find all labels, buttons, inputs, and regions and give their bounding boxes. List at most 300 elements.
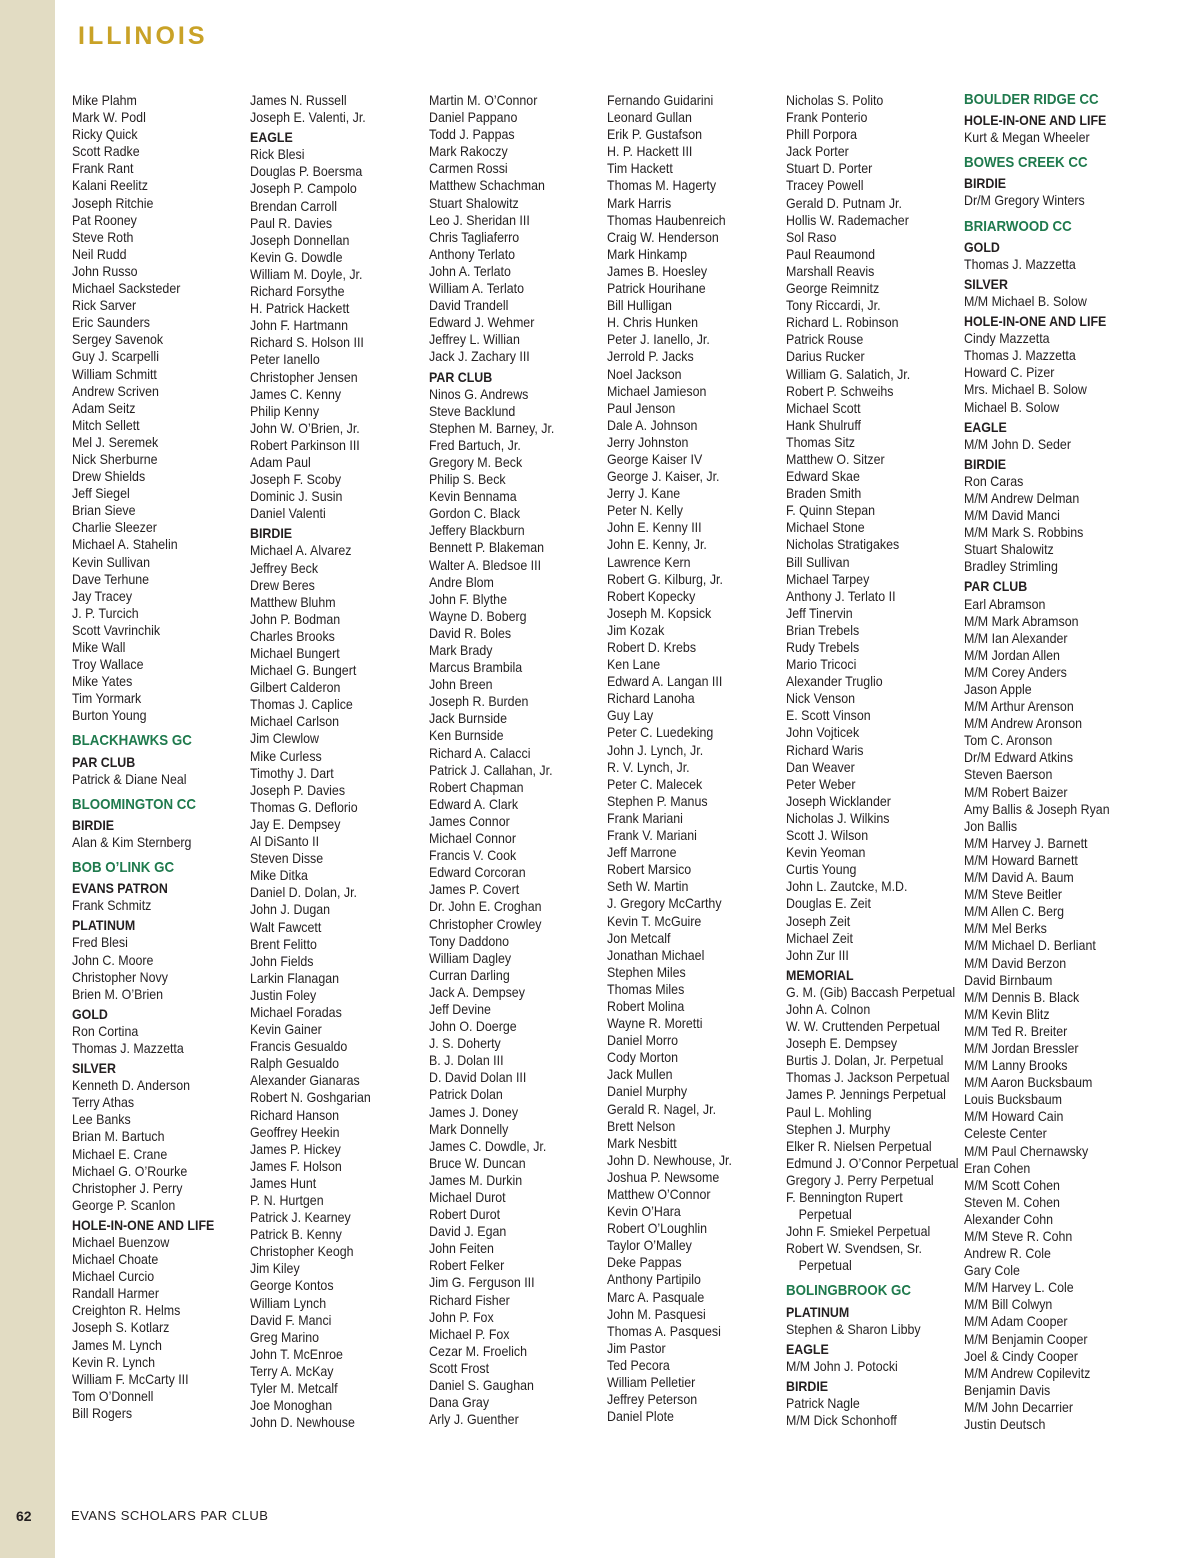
donor-name: Edward J. Wehmer bbox=[429, 315, 535, 331]
donor-name: Brian Sieve bbox=[72, 503, 136, 519]
donor-name: Patrick J. Callahan, Jr. bbox=[429, 762, 553, 778]
donor-name: Tyler M. Metcalf bbox=[250, 1381, 338, 1397]
donor-name: George J. Kaiser, Jr. bbox=[607, 469, 720, 485]
donor-name: John A. Colnon bbox=[786, 1001, 871, 1017]
donor-name: Joseph F. Scoby bbox=[250, 472, 342, 488]
donor-name: Neil Rudd bbox=[72, 246, 127, 262]
donor-name: Michael Scott bbox=[786, 400, 861, 416]
donor-name: J. Gregory McCarthy bbox=[607, 896, 722, 912]
donor-name: Michael E. Crane bbox=[72, 1146, 168, 1162]
donor-name: James B. Hoesley bbox=[607, 263, 708, 279]
donor-name: Andrew Scriven bbox=[72, 383, 159, 399]
donor-name: Kalani Reelitz bbox=[72, 178, 148, 194]
donor-name: Mark W. Podl bbox=[72, 110, 146, 126]
donor-name: Jeffrey Beck bbox=[250, 560, 319, 576]
donor-name: David J. Egan bbox=[429, 1224, 507, 1240]
donor-name: Justin Foley bbox=[250, 987, 317, 1003]
donor-name: Frank Rant bbox=[72, 161, 134, 177]
donor-name: Joseph E. Dempsey bbox=[786, 1036, 898, 1052]
donor-name: Alexander Truglio bbox=[786, 674, 883, 690]
donor-name: Terry Athas bbox=[72, 1095, 135, 1111]
donor-name: Michael Buenzow bbox=[72, 1235, 170, 1250]
donor-name: Marc A. Pasquale bbox=[607, 1289, 705, 1305]
donor-name: Michael A. Stahelin bbox=[72, 537, 178, 553]
club-heading: BLACKHAWKS GC bbox=[72, 733, 192, 750]
donor-name: Steven M. Cohen bbox=[964, 1194, 1060, 1210]
donor-name: Eric Saunders bbox=[72, 315, 150, 331]
donor-name: Stuart D. Porter bbox=[786, 161, 873, 177]
donor-name: Martin M. O’Connor bbox=[429, 93, 538, 108]
donor-name: Patrick Hourihane bbox=[607, 281, 706, 297]
donor-name: James P. Covert bbox=[429, 882, 520, 898]
donor-name: R. V. Lynch, Jr. bbox=[607, 759, 690, 775]
donor-name: John L. Zautcke, M.D. bbox=[786, 879, 908, 895]
donor-name: M/M David Manci bbox=[964, 508, 1060, 524]
donor-name: Christopher Keogh bbox=[250, 1244, 354, 1260]
donor-name: Jack Burnside bbox=[429, 711, 507, 727]
donor-name: Robert O’Loughlin bbox=[607, 1221, 708, 1237]
donor-name: Jack J. Zachary III bbox=[429, 349, 530, 365]
donor-name: Carmen Rossi bbox=[429, 161, 508, 177]
donor-name: Rick Sarver bbox=[72, 298, 137, 314]
footer-title: EVANS SCHOLARS PAR CLUB bbox=[71, 1508, 269, 1523]
donor-name: Ralph Gesualdo bbox=[250, 1056, 340, 1072]
donor-name: M/M Michael D. Berliant bbox=[964, 938, 1096, 954]
donor-name: Richard Forsythe bbox=[250, 284, 345, 300]
donor-name: Nicholas J. Wilkins bbox=[786, 810, 890, 826]
donor-name: Michael P. Fox bbox=[429, 1326, 510, 1342]
donor-name: M/M Howard Barnett bbox=[964, 852, 1078, 868]
donor-name: Christopher Jensen bbox=[250, 369, 358, 385]
donor-name: John W. O’Brien, Jr. bbox=[250, 420, 360, 436]
donor-name: Lee Banks bbox=[72, 1112, 131, 1128]
donor-name: James J. Doney bbox=[429, 1104, 519, 1120]
donor-name: Daniel D. Dolan, Jr. bbox=[250, 885, 357, 901]
donor-name: Jerry Johnston bbox=[607, 434, 689, 450]
donor-name: Peter N. Kelly bbox=[607, 503, 683, 519]
giving-level-heading: PAR CLUB bbox=[72, 754, 136, 770]
donor-name: Dana Gray bbox=[429, 1395, 490, 1411]
donor-name: John Feiten bbox=[429, 1241, 494, 1257]
donor-name: Thomas J. Mazzetta bbox=[72, 1040, 184, 1056]
donor-name: George P. Scanlon bbox=[72, 1197, 176, 1213]
giving-level-heading: BIRDIE bbox=[964, 176, 1007, 192]
donor-name: Drew Beres bbox=[250, 577, 315, 593]
giving-level-heading: BIRDIE bbox=[964, 456, 1007, 472]
donor-name: Frank V. Mariani bbox=[607, 828, 697, 844]
donor-name: Kevin T. McGuire bbox=[607, 913, 702, 929]
donor-name: George Reimnitz bbox=[786, 281, 880, 297]
donor-name: M/M Andrew Delman bbox=[964, 490, 1080, 506]
donor-name: Todd J. Pappas bbox=[429, 127, 515, 143]
donor-name: Curtis Young bbox=[786, 862, 857, 878]
donor-name: Stephen Miles bbox=[607, 964, 686, 980]
donor-name: Nicholas Stratigakes bbox=[786, 537, 900, 553]
donor-name: Joseph Zeit bbox=[786, 913, 851, 929]
donor-name: Patrick Nagle bbox=[786, 1396, 860, 1412]
donor-name: M/M Steve Beitler bbox=[964, 887, 1062, 903]
donor-name: Earl Abramson bbox=[964, 596, 1046, 612]
donor-name: Dan Weaver bbox=[786, 759, 855, 775]
giving-level-heading: PLATINUM bbox=[72, 918, 136, 934]
giving-level-heading: HOLE-IN-ONE AND LIFE bbox=[964, 314, 1107, 330]
donor-name: John F. Blythe bbox=[429, 591, 508, 607]
donor-name: Michael Durot bbox=[429, 1190, 506, 1205]
donor-name: Robert N. Goshgarian bbox=[250, 1090, 371, 1106]
donor-name: Edmund J. O’Connor Perpetual bbox=[786, 1155, 959, 1171]
donor-name: Stephen P. Manus bbox=[607, 793, 708, 809]
donor-name: William A. Terlato bbox=[429, 281, 525, 297]
donor-name: Paul Jenson bbox=[607, 400, 676, 416]
donor-name: Walt Fawcett bbox=[250, 919, 322, 935]
donor-name: Nick Venson bbox=[786, 691, 856, 707]
donor-name: Mel J. Seremek bbox=[72, 434, 159, 450]
donor-name: Mike Wall bbox=[72, 640, 126, 655]
donor-name: Michael Curcio bbox=[72, 1269, 155, 1285]
donor-name: M/M Dick Schonhoff bbox=[786, 1413, 897, 1429]
donor-name: M/M Dennis B. Black bbox=[964, 989, 1080, 1005]
donor-name: Robert W. Svendsen, Sr. bbox=[786, 1241, 922, 1257]
donor-name: Mark Nesbitt bbox=[607, 1135, 677, 1151]
donor-name: John M. Pasquesi bbox=[607, 1306, 706, 1322]
donor-name: John O. Doerge bbox=[429, 1019, 517, 1035]
donor-name: Gregory J. Perry Perpetual bbox=[786, 1172, 934, 1188]
donor-name: John F. Hartmann bbox=[250, 318, 349, 334]
donor-name: J. S. Doherty bbox=[429, 1036, 501, 1052]
donor-name: Daniel Morro bbox=[607, 1033, 679, 1049]
donor-name: Howard C. Pizer bbox=[964, 365, 1055, 381]
donor-name: Peter Weber bbox=[786, 776, 856, 792]
donor-name: George Kaiser IV bbox=[607, 451, 703, 467]
donor-name: M/M Mark S. Robbins bbox=[964, 525, 1084, 541]
donor-name: Jeff Marrone bbox=[607, 845, 677, 861]
donor-name: M/M Ted R. Breiter bbox=[964, 1023, 1068, 1039]
donor-name: William M. Doyle, Jr. bbox=[250, 266, 363, 282]
donor-name: Stephen & Sharon Libby bbox=[786, 1321, 921, 1337]
donor-name: G. M. (Gib) Baccash Perpetual bbox=[786, 984, 956, 1000]
donor-name: Tony Riccardi, Jr. bbox=[786, 298, 881, 314]
donor-name: M/M Harvey J. Barnett bbox=[964, 835, 1088, 851]
donor-name: M/M Michael B. Solow bbox=[964, 293, 1087, 309]
donor-name: Anthony Terlato bbox=[429, 246, 516, 262]
donor-name: Mark Donnelly bbox=[429, 1121, 509, 1137]
donor-name: M/M Aaron Bucksbaum bbox=[964, 1075, 1093, 1091]
donor-name: Daniel Murphy bbox=[607, 1084, 688, 1100]
donor-name: Peter J. Ianello, Jr. bbox=[607, 332, 710, 348]
donor-name: Francis V. Cook bbox=[429, 848, 517, 864]
donor-name: Gerald D. Putnam Jr. bbox=[786, 195, 902, 211]
donor-name: Rudy Trebels bbox=[786, 640, 860, 655]
donor-name: Dale A. Johnson bbox=[607, 417, 698, 433]
donor-name: Gary Cole bbox=[964, 1263, 1020, 1279]
donor-name: Leo J. Sheridan III bbox=[429, 212, 530, 228]
donor-name: Steven Baerson bbox=[964, 767, 1053, 783]
donor-name: James C. Kenny bbox=[250, 386, 342, 402]
donor-name: M/M Adam Cooper bbox=[964, 1314, 1068, 1330]
donor-name: James Connor bbox=[429, 813, 510, 829]
donor-name: Cindy Mazzetta bbox=[964, 331, 1050, 347]
donor-name: James F. Holson bbox=[250, 1158, 342, 1174]
donor-name: Jay E. Dempsey bbox=[250, 816, 341, 832]
donor-name: Anthony Partipilo bbox=[607, 1272, 701, 1288]
donor-name: Thomas J. Jackson Perpetual bbox=[786, 1070, 950, 1086]
donor-name: Louis Bucksbaum bbox=[964, 1092, 1063, 1108]
donor-name: Joseph Wicklander bbox=[786, 793, 891, 809]
donor-name: Douglas E. Zeit bbox=[786, 896, 871, 912]
donor-name: Daniel Pappano bbox=[429, 110, 518, 126]
donor-name: Jim Clewlow bbox=[250, 731, 320, 747]
donor-name: Brian M. Bartuch bbox=[72, 1129, 165, 1145]
donor-name: Richard Fisher bbox=[429, 1292, 510, 1308]
donor-name: M/M Ian Alexander bbox=[964, 630, 1068, 646]
club-heading: BOWES CREEK CC bbox=[964, 155, 1088, 172]
donor-name: H. Chris Hunken bbox=[607, 315, 699, 331]
donor-name: John P. Bodman bbox=[250, 611, 341, 627]
donor-name: M/M David A. Baum bbox=[964, 870, 1074, 886]
donor-name: Jim Pastor bbox=[607, 1340, 666, 1356]
donor-name: Thomas Sitz bbox=[786, 434, 856, 450]
donor-name: Marcus Brambila bbox=[429, 660, 523, 676]
donor-name: Dominic J. Susin bbox=[250, 489, 343, 505]
donor-name: M/M Benjamin Cooper bbox=[964, 1331, 1088, 1347]
donor-name: Alexander Gianaras bbox=[250, 1073, 360, 1089]
donor-name: Steven Disse bbox=[250, 851, 324, 867]
donor-name: Christopher Crowley bbox=[429, 916, 542, 932]
giving-level-heading: PAR CLUB bbox=[429, 369, 493, 385]
donor-column-3 bbox=[429, 92, 584, 1428]
donor-name: M/M Kevin Blitz bbox=[964, 1006, 1050, 1022]
donor-column-2 bbox=[250, 92, 405, 1431]
giving-level-heading: PAR CLUB bbox=[964, 579, 1028, 595]
donor-name: Mike Curless bbox=[250, 748, 322, 764]
donor-name: Fred Bartuch, Jr. bbox=[429, 437, 521, 453]
donor-name: Patrick J. Kearney bbox=[250, 1210, 351, 1226]
donor-name: Michael B. Solow bbox=[964, 399, 1060, 415]
donor-column-1 bbox=[72, 92, 227, 1422]
donor-name: Joseph M. Kopsick bbox=[607, 605, 712, 621]
donor-name: Amy Ballis & Joseph Ryan bbox=[964, 801, 1110, 817]
donor-name: Jack Mullen bbox=[607, 1067, 673, 1083]
donor-name: Andre Blom bbox=[429, 574, 494, 590]
donor-name: Joseph Ritchie bbox=[72, 195, 154, 211]
donor-name: M/M Mark Abramson bbox=[964, 613, 1079, 629]
donor-name: Brien M. O’Brien bbox=[72, 986, 164, 1002]
donor-name: Michael Jamieson bbox=[607, 383, 707, 399]
donor-name: Sol Raso bbox=[786, 229, 837, 245]
donor-name: John T. McEnroe bbox=[250, 1346, 343, 1362]
donor-name: Mrs. Michael B. Solow bbox=[964, 382, 1087, 398]
donor-name: Mark Rakoczy bbox=[429, 144, 508, 160]
donor-name: Geoffrey Heekin bbox=[250, 1124, 340, 1140]
donor-name: Bill Sullivan bbox=[786, 554, 850, 570]
donor-name: David F. Manci bbox=[250, 1312, 332, 1328]
donor-name: Steve Backlund bbox=[429, 403, 516, 419]
donor-name: Tim Hackett bbox=[607, 161, 673, 177]
donor-name: John J. Dugan bbox=[250, 902, 331, 918]
donor-name: Charlie Sleezer bbox=[72, 520, 157, 536]
donor-name: Kevin R. Lynch bbox=[72, 1354, 156, 1370]
donor-name: John E. Kenny III bbox=[607, 520, 702, 536]
donor-name: John C. Moore bbox=[72, 952, 154, 968]
donor-name: Jack A. Dempsey bbox=[429, 984, 525, 1000]
donor-name: Fred Blesi bbox=[72, 935, 128, 951]
donor-name: Troy Wallace bbox=[72, 657, 144, 673]
donor-name: Robert Kopecky bbox=[607, 588, 696, 604]
donor-name: Pat Rooney bbox=[72, 212, 137, 228]
donor-name: Thomas J. Mazzetta bbox=[964, 256, 1076, 272]
donor-name: Robert Marsico bbox=[607, 862, 692, 878]
donor-name: William Lynch bbox=[250, 1295, 327, 1311]
donor-name: Charles Brooks bbox=[250, 628, 335, 644]
donor-name: Matthew Bluhm bbox=[250, 594, 336, 610]
donor-name: W. W. Cruttenden Perpetual bbox=[786, 1019, 940, 1035]
donor-name: Patrick Rouse bbox=[786, 332, 864, 348]
donor-name: Bennett P. Blakeman bbox=[429, 540, 545, 556]
donor-name: James C. Dowdle, Jr. bbox=[429, 1138, 547, 1154]
donor-name: E. Scott Vinson bbox=[786, 708, 871, 724]
donor-name: Robert P. Schweihs bbox=[786, 383, 894, 399]
donor-name: Douglas P. Boersma bbox=[250, 164, 363, 180]
donor-name: Stuart Shalowitz bbox=[964, 542, 1054, 558]
donor-name: Fernando Guidarini bbox=[607, 93, 714, 108]
donor-name: Adam Paul bbox=[250, 454, 311, 470]
donor-name: Thomas Haubenreich bbox=[607, 212, 726, 228]
donor-name: Phill Porpora bbox=[786, 127, 858, 143]
donor-name: William Pelletier bbox=[607, 1375, 696, 1391]
donor-name: Ted Pecora bbox=[607, 1357, 670, 1373]
donor-name: Peter C. Malecek bbox=[607, 776, 703, 792]
donor-name: John P. Fox bbox=[429, 1309, 494, 1325]
donor-name: David R. Boles bbox=[429, 625, 512, 641]
donor-name: Jon Metcalf bbox=[607, 930, 671, 946]
donor-name: Cezar M. Froelich bbox=[429, 1343, 527, 1359]
donor-name: Joel & Cindy Cooper bbox=[964, 1348, 1078, 1364]
donor-name: Paul L. Mohling bbox=[786, 1104, 872, 1120]
giving-level-heading: SILVER bbox=[964, 276, 1008, 292]
donor-name: Gregory M. Beck bbox=[429, 454, 523, 470]
donor-name: Michael Bungert bbox=[250, 646, 340, 661]
donor-name: Michael Foradas bbox=[250, 1004, 342, 1020]
donor-name: Robert Chapman bbox=[429, 779, 524, 795]
donor-name: Ken Burnside bbox=[429, 728, 504, 744]
donor-name: M/M Jordan Bressler bbox=[964, 1040, 1079, 1056]
donor-name: Brent Felitto bbox=[250, 936, 317, 952]
donor-name: Cody Morton bbox=[607, 1050, 679, 1066]
donor-name: John E. Kenny, Jr. bbox=[607, 537, 707, 553]
donor-name: Kurt & Megan Wheeler bbox=[964, 130, 1090, 146]
donor-name: Tom O’Donnell bbox=[72, 1388, 154, 1404]
donor-name: John D. Newhouse, Jr. bbox=[607, 1152, 732, 1168]
donor-name: Ken Lane bbox=[607, 657, 661, 673]
donor-name: Ron Cortina bbox=[72, 1023, 139, 1039]
donor-name: James P. Hickey bbox=[250, 1141, 341, 1157]
donor-name: Guy Lay bbox=[607, 708, 654, 724]
donor-name: George Kontos bbox=[250, 1278, 334, 1294]
donor-name: John Breen bbox=[429, 677, 493, 693]
donor-name: Scott Radke bbox=[72, 144, 140, 160]
donor-name: Tim Yormark bbox=[72, 691, 142, 707]
donor-name: M/M Arthur Arenson bbox=[964, 699, 1074, 715]
donor-name: Stuart Shalowitz bbox=[429, 195, 519, 211]
donor-name: Edward Corcoran bbox=[429, 865, 526, 881]
donor-name: Thomas J. Caplice bbox=[250, 697, 353, 713]
donor-name: Philip S. Beck bbox=[429, 472, 506, 488]
donor-name: Rick Blesi bbox=[250, 147, 305, 163]
donor-name: Stephen J. Murphy bbox=[786, 1121, 891, 1137]
donor-name: Kevin Yeoman bbox=[786, 845, 866, 861]
donor-name: Dave Terhune bbox=[72, 571, 150, 587]
donor-column-6 bbox=[964, 92, 1119, 1433]
donor-name: Patrick Dolan bbox=[429, 1087, 503, 1103]
donor-name: Richard Lanoha bbox=[607, 691, 695, 707]
donor-name: Mark Harris bbox=[607, 195, 672, 211]
donor-name: Tracey Powell bbox=[786, 178, 864, 194]
donor-name: P. N. Hurtgen bbox=[250, 1193, 324, 1208]
donor-name: Paul R. Davies bbox=[250, 215, 333, 231]
donor-name: James Hunt bbox=[250, 1175, 317, 1191]
donor-name: Brian Trebels bbox=[786, 622, 860, 638]
donor-name: Jay Tracey bbox=[72, 588, 133, 604]
donor-name: Jeff Siegel bbox=[72, 486, 130, 502]
donor-name: James M. Lynch bbox=[72, 1337, 162, 1353]
donor-name: Lawrence Kern bbox=[607, 554, 691, 570]
donor-name: Thomas J. Mazzetta bbox=[964, 348, 1076, 364]
donor-name: Brett Nelson bbox=[607, 1118, 676, 1134]
donor-name: Bill Rogers bbox=[72, 1405, 133, 1421]
donor-name: Michael Carlson bbox=[250, 714, 340, 730]
donor-name: Bradley Strimling bbox=[964, 559, 1058, 575]
donor-name: Matthew O. Sitzer bbox=[786, 451, 885, 467]
donor-name: Arly J. Guenther bbox=[429, 1412, 519, 1428]
donor-name: Erik P. Gustafson bbox=[607, 127, 703, 143]
donor-name: Thomas G. Deflorio bbox=[250, 799, 358, 815]
donor-name: Marshall Reavis bbox=[786, 263, 875, 279]
donor-name: Taylor O’Malley bbox=[607, 1238, 692, 1254]
donor-name: Peter Ianello bbox=[250, 352, 320, 368]
club-heading: BOULDER RIDGE CC bbox=[964, 92, 1099, 108]
donor-name: Jim Kiley bbox=[250, 1261, 300, 1277]
donor-name: John J. Lynch, Jr. bbox=[607, 742, 704, 758]
donor-name: Jack Porter bbox=[786, 144, 849, 160]
club-heading: BRIARWOOD CC bbox=[964, 218, 1072, 235]
giving-level-heading: EAGLE bbox=[250, 130, 293, 146]
donor-name: Edward A. Clark bbox=[429, 796, 519, 812]
donor-name: Michael G. Bungert bbox=[250, 663, 357, 679]
giving-level-heading: SILVER bbox=[72, 1061, 116, 1077]
donor-name: Edward A. Langan III bbox=[607, 674, 723, 690]
donor-name: Brendan Carroll bbox=[250, 198, 337, 214]
donor-name: Hollis W. Rademacher bbox=[786, 212, 909, 228]
donor-name: William F. McCarty III bbox=[72, 1371, 189, 1387]
donor-name: Joseph R. Burden bbox=[429, 694, 529, 710]
donor-name: Francis Gesualdo bbox=[250, 1039, 348, 1055]
donor-name: Jeff Tinervin bbox=[786, 605, 853, 621]
donor-name: William Schmitt bbox=[72, 366, 157, 382]
donor-name: M/M Steve R. Cohn bbox=[964, 1229, 1073, 1244]
donor-name: Jeffrey Peterson bbox=[607, 1392, 698, 1408]
donor-name: Gordon C. Black bbox=[429, 506, 521, 522]
donor-name: Scott J. Wilson bbox=[786, 828, 869, 844]
donor-name: J. P. Turcich bbox=[72, 605, 139, 621]
donor-name: Frank Mariani bbox=[607, 810, 683, 826]
donor-name: John A. Terlato bbox=[429, 263, 511, 279]
donor-name: Michael Stone bbox=[786, 520, 865, 536]
donor-name: M/M Robert Baizer bbox=[964, 784, 1068, 800]
donor-name: B. J. Dolan III bbox=[429, 1053, 504, 1069]
donor-name: Patrick B. Kenny bbox=[250, 1227, 342, 1243]
donor-name: Mike Yates bbox=[72, 674, 133, 690]
donor-name: William Dagley bbox=[429, 950, 512, 966]
